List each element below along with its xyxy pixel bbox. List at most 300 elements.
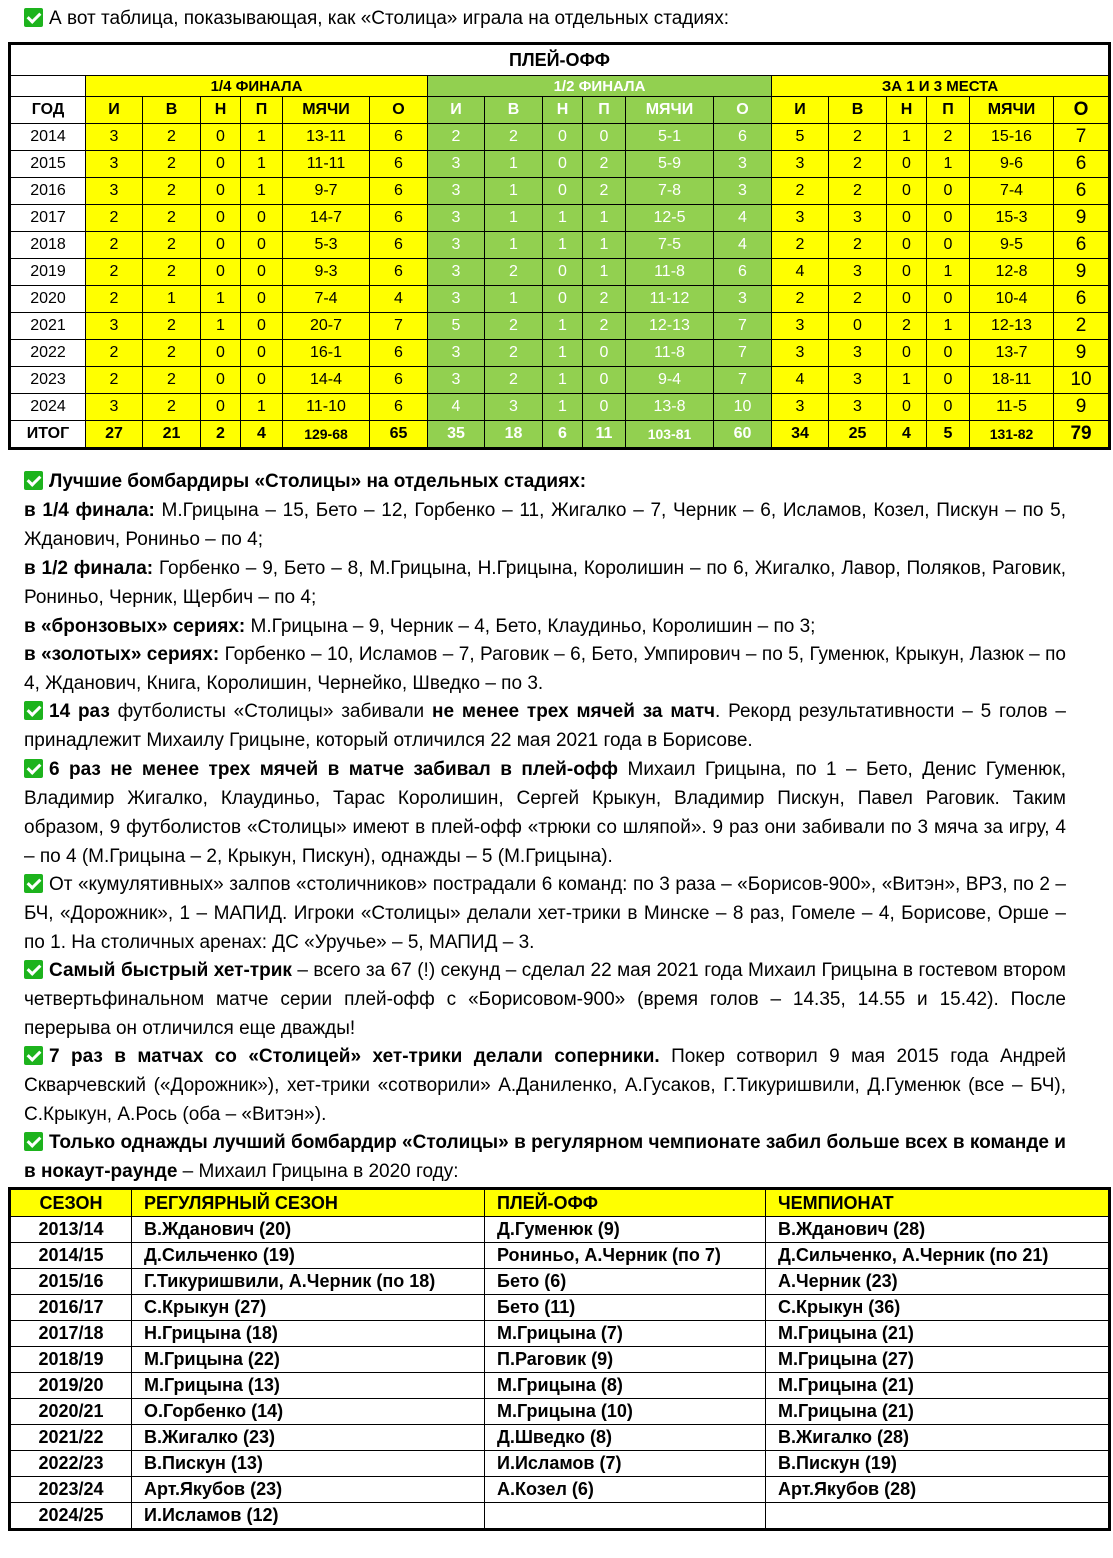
- playoff-cell: 2: [143, 205, 201, 232]
- playoff-cell: 3: [714, 286, 772, 313]
- playoff-cell: 2: [583, 151, 626, 178]
- para7-bold-1: Только однажды лучший бомбардир «Столицы» в регулярном чемпионате забил больше всех в команде и в нокаут-раунде: [24, 1132, 1066, 1182]
- season-cell: 2015/16: [10, 1269, 132, 1295]
- playoff-cell: 9: [1054, 205, 1110, 232]
- scorer-cell: О.Горбенко (14): [132, 1399, 485, 1425]
- playoff-cell: 1: [543, 232, 583, 259]
- playoff-cell: 0: [829, 313, 887, 340]
- playoff-cell: 3: [829, 367, 887, 394]
- playoff-cell: 5: [772, 124, 829, 151]
- playoff-cell: 3: [829, 340, 887, 367]
- playoff-column-header: Н: [887, 97, 927, 124]
- playoff-cell: 7: [714, 340, 772, 367]
- scorer-cell: И.Исламов (7): [485, 1451, 766, 1477]
- scorer-cell: М.Грицына (22): [132, 1347, 485, 1373]
- playoff-cell: 10-4: [970, 286, 1054, 313]
- playoff-cell: 1: [241, 124, 283, 151]
- playoff-cell: 3: [428, 151, 485, 178]
- playoff-total-cell: 60: [714, 421, 772, 449]
- scorer-cell: Д.Сильченко, А.Черник (по 21): [766, 1243, 1110, 1269]
- playoff-cell: 3: [428, 232, 485, 259]
- para3-bold-1: 6 раз не менее трех мячей в матче забивал в плей-офф: [49, 759, 619, 780]
- playoff-total-row: [10, 421, 1110, 449]
- scorer-cell: В.Жданович (20): [132, 1217, 485, 1243]
- playoff-cell: 12-13: [626, 313, 714, 340]
- playoff-cell: 1: [887, 367, 927, 394]
- playoff-cell: 2: [143, 259, 201, 286]
- playoff-cell: 7: [370, 313, 428, 340]
- season-cell: 2022/23: [10, 1451, 132, 1477]
- playoff-row: [10, 178, 1110, 205]
- season-cell: 2024/25: [10, 1503, 132, 1530]
- playoff-cell: 0: [887, 259, 927, 286]
- playoff-year-cell: 2022: [10, 340, 86, 367]
- scorer-cell: В.Пискун (19): [766, 1451, 1110, 1477]
- scorers-column-header: РЕГУЛЯРНЫЙ СЕЗОН: [132, 1189, 485, 1217]
- scorer-cell: П.Раговик (9): [485, 1347, 766, 1373]
- playoff-year-cell: 2024: [10, 394, 86, 421]
- scorer-cell: Бето (11): [485, 1295, 766, 1321]
- playoff-cell: 0: [927, 232, 970, 259]
- playoff-cell: 3: [772, 151, 829, 178]
- gold-label: в «золотых» сериях:: [24, 644, 220, 666]
- playoff-cell: 3: [714, 151, 772, 178]
- playoff-cell: 1: [241, 394, 283, 421]
- playoff-cell: 0: [241, 205, 283, 232]
- intro-line: [24, 6, 729, 32]
- playoff-total-cell: 4: [241, 421, 283, 449]
- playoff-cell: 2: [583, 178, 626, 205]
- playoff-cell: 2: [485, 124, 543, 151]
- playoff-cell: 13-8: [626, 394, 714, 421]
- playoff-cell: 6: [714, 124, 772, 151]
- season-cell: 2016/17: [10, 1295, 132, 1321]
- playoff-cell: 9: [1054, 394, 1110, 421]
- scorer-cell: М.Грицына (10): [485, 1399, 766, 1425]
- playoff-column-header: Н: [543, 97, 583, 124]
- playoff-cell: 1: [543, 394, 583, 421]
- para-top-scorer: [24, 1129, 1066, 1187]
- playoff-cell: 10: [1054, 367, 1110, 394]
- playoff-cell: 0: [583, 124, 626, 151]
- playoff-year-cell: 2023: [10, 367, 86, 394]
- scorer-cell: М.Грицына (21): [766, 1373, 1110, 1399]
- scorers-row: [10, 1321, 1110, 1347]
- playoff-year-cell: 2016: [10, 178, 86, 205]
- scorer-cell: [766, 1503, 1110, 1530]
- playoff-total-cell: 5: [927, 421, 970, 449]
- scorers-column-header: ЧЕМПИОНАТ: [766, 1189, 1110, 1217]
- playoff-total-cell: 2: [201, 421, 241, 449]
- para2-text-2: . Рекорд результативности – 5 голов – принадлежит Михаилу Грицыне, который отличился 22 мая 2021 года в Борисове.: [24, 701, 1066, 751]
- playoff-cell: 6: [370, 340, 428, 367]
- playoff-cell: 4: [714, 232, 772, 259]
- season-cell: 2018/19: [10, 1347, 132, 1373]
- playoff-row: [10, 313, 1110, 340]
- semifinal-scorers: Горбенко – 9, Бето – 8, М.Грицына, Н.Грицына, Королишин – по 6, Жигалко, Лавор, Поляков, Раговик, Рониньо, Черник, Щербич – по 4;: [24, 557, 1066, 608]
- playoff-cell: 7: [1054, 124, 1110, 151]
- para-opponents: [24, 1043, 1066, 1130]
- playoff-cell: 2: [143, 340, 201, 367]
- playoff-cell: 4: [428, 394, 485, 421]
- quarterfinal-scorers: М.Грицына – 15, Бето – 12, Горбенко – 11, Жигалко – 7, Черник – 6, Исламов, Козел, Пискун – по 5, Жданович, Рониньо – по 4;: [24, 499, 1066, 550]
- season-scorers-table: [8, 1187, 1111, 1531]
- bronze-label: в «бронзовых» сериях:: [24, 615, 246, 637]
- semifinal-label: в 1/2 финала:: [24, 557, 154, 579]
- scorer-cell: [485, 1503, 766, 1530]
- para2-bold-2: не менее трех мячей за матч: [431, 701, 716, 722]
- scorer-cell: В.Пискун (13): [132, 1451, 485, 1477]
- playoff-cell: 2: [86, 205, 143, 232]
- playoff-cell: 3: [428, 259, 485, 286]
- playoff-cell: 2: [829, 151, 887, 178]
- scorers-row: [10, 1425, 1110, 1451]
- playoff-cell: 9: [1054, 259, 1110, 286]
- playoff-total-cell: 18: [485, 421, 543, 449]
- playoff-cell: 11-10: [283, 394, 370, 421]
- playoff-cell: 0: [887, 178, 927, 205]
- playoff-cell: 7-8: [626, 178, 714, 205]
- scorer-cell: С.Крыкун (36): [766, 1295, 1110, 1321]
- playoff-cell: 3: [86, 178, 143, 205]
- playoff-cell: 3: [86, 151, 143, 178]
- scorers-column-header: СЕЗОН: [10, 1189, 132, 1217]
- playoff-cell: 6: [1054, 232, 1110, 259]
- playoff-cell: 6: [370, 367, 428, 394]
- playoff-cell: 3: [772, 313, 829, 340]
- playoff-cell: 0: [201, 340, 241, 367]
- playoff-cell: 2: [485, 259, 543, 286]
- playoff-cell: 2: [485, 340, 543, 367]
- playoff-table: [8, 42, 1111, 450]
- playoff-cell: 2: [143, 178, 201, 205]
- check-icon: [24, 759, 43, 778]
- playoff-cell: 1: [485, 205, 543, 232]
- playoff-column-header: В: [143, 97, 201, 124]
- playoff-cell: 6: [1054, 286, 1110, 313]
- playoff-cell: 15-16: [970, 124, 1054, 151]
- playoff-cell: 0: [927, 286, 970, 313]
- playoff-cell: 9-7: [283, 178, 370, 205]
- playoff-cell: 2: [583, 286, 626, 313]
- playoff-cell: 9-3: [283, 259, 370, 286]
- playoff-cell: 0: [201, 232, 241, 259]
- playoff-cell: 0: [887, 151, 927, 178]
- playoff-cell: 1: [583, 232, 626, 259]
- playoff-cell: 14-4: [283, 367, 370, 394]
- scorer-cell: Рониньо, А.Черник (по 7): [485, 1243, 766, 1269]
- para3-text-1: Михаил Грицына, по 1 – Бето, Денис Гуменюк, Владимир Жигалко, Клаудиньо, Тарас Королишин, Сергей Крыкун, Владимир Пискун, Павел Раговик. Таким образом, 9 футболистов «Столицы» имеют в плей-офф «трюки со шляпой». 9 раз они забивали по 3 мяча за игру, 4 – по 4 (М.Грицына – 2, Крыкун, Пискун), однажды – 5 (М.Грицына).: [24, 759, 1067, 867]
- para7-text-1: – Михаил Грицына в 2020 году:: [177, 1160, 459, 1182]
- playoff-cell: 5-9: [626, 151, 714, 178]
- playoff-column-header: В: [829, 97, 887, 124]
- playoff-cell: 0: [201, 394, 241, 421]
- para4-text-1: От «кумулятивных» залпов «столичников» пострадали 6 команд: по 3 раза – «Борисов-900», «Витэн», ВРЗ, по 2 – БЧ, «Дорожник», 1 – МАПИД. Игроки «Столицы» делали хет-трики в Минске – 8 раз, Гомеле – 4, Борисове, Орше – по 1. На столичных аренах: ДС «Уручье» – 5, МАПИД – 3.: [24, 874, 1066, 953]
- playoff-cell: 0: [201, 151, 241, 178]
- playoff-cell: 20-7: [283, 313, 370, 340]
- playoff-row: [10, 259, 1110, 286]
- para-hat-tricks: [24, 756, 1066, 872]
- playoff-cell: 2: [887, 313, 927, 340]
- playoff-cell: 11-8: [626, 340, 714, 367]
- playoff-cell: 12-5: [626, 205, 714, 232]
- scorers-row: [10, 1477, 1110, 1503]
- para2-bold-1: 14 раз: [49, 701, 110, 722]
- gold-scorers: Горбенко – 10, Исламов – 7, Раговик – 6, Бето, Умпирович – по 5, Гуменюк, Крыкун, Лазюк – по 4, Жданович, Книга, Королишин, Чернейко, Шведко – по 3.: [24, 644, 1066, 695]
- playoff-column-header: И: [428, 97, 485, 124]
- playoff-column-header: О: [1054, 97, 1110, 124]
- playoff-total-cell: 65: [370, 421, 428, 449]
- playoff-cell: 18-11: [970, 367, 1054, 394]
- playoff-cell: 0: [241, 340, 283, 367]
- scorer-cell: А.Черник (23): [766, 1269, 1110, 1295]
- playoff-row: [10, 340, 1110, 367]
- playoff-cell: 6: [370, 205, 428, 232]
- playoff-total-cell: 27: [86, 421, 143, 449]
- playoff-cell: 1: [543, 367, 583, 394]
- playoff-total-cell: 4: [887, 421, 927, 449]
- scorer-cell: Бето (6): [485, 1269, 766, 1295]
- playoff-cell: 10: [714, 394, 772, 421]
- playoff-column-header: П: [583, 97, 626, 124]
- playoff-row: [10, 232, 1110, 259]
- playoff-cell: 0: [583, 394, 626, 421]
- playoff-column-header: МЯЧИ: [626, 97, 714, 124]
- playoff-cell: 7-4: [283, 286, 370, 313]
- playoff-cell: 1: [927, 259, 970, 286]
- playoff-cell: 0: [543, 286, 583, 313]
- playoff-row: [10, 286, 1110, 313]
- playoff-cell: 0: [201, 205, 241, 232]
- playoff-cell: 3: [829, 205, 887, 232]
- scorer-cell: М.Грицына (27): [766, 1347, 1110, 1373]
- scorer-cell: А.Козел (6): [485, 1477, 766, 1503]
- playoff-total-cell: 21: [143, 421, 201, 449]
- playoff-cell: 2: [772, 178, 829, 205]
- playoff-total-cell: 79: [1054, 421, 1110, 449]
- playoff-cell: 0: [927, 205, 970, 232]
- playoff-cell: 7-5: [626, 232, 714, 259]
- stage-quarterfinal: 1/4 ФИНАЛА: [86, 76, 428, 97]
- playoff-total-cell: 34: [772, 421, 829, 449]
- playoff-column-header: И: [86, 97, 143, 124]
- playoff-cell: 9-6: [970, 151, 1054, 178]
- playoff-cell: 0: [543, 124, 583, 151]
- playoff-cell: 2: [143, 394, 201, 421]
- scorer-cell: В.Жигалко (23): [132, 1425, 485, 1451]
- playoff-cell: 9-4: [626, 367, 714, 394]
- playoff-cell: 3: [428, 205, 485, 232]
- scorer-cell: М.Грицына (7): [485, 1321, 766, 1347]
- playoff-cell: 6: [370, 124, 428, 151]
- playoff-cell: 0: [201, 178, 241, 205]
- playoff-cell: 2: [143, 151, 201, 178]
- playoff-cell: 0: [543, 151, 583, 178]
- playoff-cell: 2: [143, 313, 201, 340]
- playoff-cell: 13-11: [283, 124, 370, 151]
- playoff-cell: 5-3: [283, 232, 370, 259]
- scorer-cell: Г.Тикуришвили, А.Черник (по 18): [132, 1269, 485, 1295]
- playoff-cell: 2: [143, 124, 201, 151]
- playoff-cell: 2: [86, 286, 143, 313]
- check-icon: [24, 1132, 43, 1151]
- playoff-cell: 0: [241, 259, 283, 286]
- scorer-cell: Д.Сильченко (19): [132, 1243, 485, 1269]
- playoff-cell: 3: [428, 367, 485, 394]
- playoff-cell: 3: [772, 340, 829, 367]
- check-icon: [24, 1046, 43, 1065]
- playoff-cell: 2: [143, 367, 201, 394]
- playoff-cell: 6: [370, 232, 428, 259]
- playoff-row: [10, 124, 1110, 151]
- scorer-cell: Арт.Якубов (28): [766, 1477, 1110, 1503]
- playoff-cell: 3: [772, 394, 829, 421]
- playoff-cell: 2: [143, 232, 201, 259]
- playoff-cell: 1: [583, 259, 626, 286]
- playoff-cell: 2: [428, 124, 485, 151]
- para-three-goals: [24, 698, 1066, 756]
- para6-text-1: Покер сотворил 9 мая 2015 года Андрей Скварчевский («Дорожник»), хет-трики «сотворили» А.Даниленко, А.Гусаков, Г.Тикуришвили, Д.Гуменюк (все – БЧ), С.Крыкун, А.Рось (оба – «Витэн»).: [24, 1046, 1066, 1125]
- playoff-cell: 12-8: [970, 259, 1054, 286]
- playoff-cell: 1: [485, 178, 543, 205]
- playoff-cell: 1: [543, 205, 583, 232]
- playoff-cell: 1: [927, 151, 970, 178]
- playoff-total-cell: 35: [428, 421, 485, 449]
- playoff-cell: 14-7: [283, 205, 370, 232]
- playoff-column-header: П: [241, 97, 283, 124]
- playoff-cell: 3: [86, 394, 143, 421]
- playoff-cell: 3: [428, 286, 485, 313]
- playoff-cell: 6: [370, 178, 428, 205]
- playoff-cell: 9-5: [970, 232, 1054, 259]
- playoff-total-cell: 11: [583, 421, 626, 449]
- playoff-year-cell: 2014: [10, 124, 86, 151]
- playoff-cell: 3: [714, 178, 772, 205]
- stage-medals: ЗА 1 И 3 МЕСТА: [772, 76, 1110, 97]
- bronze-scorers: М.Грицына – 9, Черник – 4, Бето, Клаудиньо, Королишин – по 3;: [245, 615, 816, 637]
- playoff-cell: 12-13: [970, 313, 1054, 340]
- para5-bold-1: Самый быстрый хет-трик: [49, 960, 292, 981]
- playoff-year-cell: 2021: [10, 313, 86, 340]
- season-cell: 2020/21: [10, 1399, 132, 1425]
- para-victims: [24, 871, 1066, 958]
- playoff-cell: 6: [714, 259, 772, 286]
- playoff-total-cell: 129-68: [283, 421, 370, 449]
- playoff-total-cell: 6: [543, 421, 583, 449]
- playoff-cell: 2: [86, 232, 143, 259]
- season-cell: 2023/24: [10, 1477, 132, 1503]
- playoff-cell: 2: [1054, 313, 1110, 340]
- check-icon: [24, 471, 43, 490]
- playoff-cell: 1: [143, 286, 201, 313]
- scorers-header-row: [10, 1189, 1110, 1217]
- playoff-cell: 3: [772, 205, 829, 232]
- scorer-cell: Арт.Якубов (23): [132, 1477, 485, 1503]
- playoff-cell: 1: [543, 313, 583, 340]
- playoff-cell: 3: [86, 313, 143, 340]
- playoff-cell: 0: [583, 367, 626, 394]
- playoff-cell: 2: [829, 286, 887, 313]
- playoff-cell: 2: [86, 340, 143, 367]
- scorers-row: [10, 1503, 1110, 1530]
- playoff-total-cell: 131-82: [970, 421, 1054, 449]
- playoff-cell: 6: [370, 259, 428, 286]
- playoff-year-cell: 2019: [10, 259, 86, 286]
- scorer-cell: М.Грицына (8): [485, 1373, 766, 1399]
- playoff-cell: 3: [485, 394, 543, 421]
- playoff-cell: 0: [887, 205, 927, 232]
- playoff-cell: 0: [927, 367, 970, 394]
- season-cell: 2017/18: [10, 1321, 132, 1347]
- check-icon: [24, 874, 43, 893]
- playoff-cell: 4: [370, 286, 428, 313]
- playoff-total-cell: 103-81: [626, 421, 714, 449]
- playoff-cell: 4: [772, 259, 829, 286]
- playoff-year-cell: 2017: [10, 205, 86, 232]
- scorer-cell: Д.Шведко (8): [485, 1425, 766, 1451]
- check-icon: [24, 8, 43, 27]
- playoff-cell: 1: [887, 124, 927, 151]
- playoff-total-label: ИТОГ: [10, 421, 86, 449]
- playoff-year-cell: 2015: [10, 151, 86, 178]
- playoff-cell: 3: [829, 394, 887, 421]
- playoff-row: [10, 151, 1110, 178]
- scorer-cell: В.Жданович (28): [766, 1217, 1110, 1243]
- scorer-cell: С.Крыкун (27): [132, 1295, 485, 1321]
- playoff-column-header: И: [772, 97, 829, 124]
- playoff-title: ПЛЕЙ-ОФФ: [10, 44, 1110, 76]
- playoff-cell: 1: [485, 232, 543, 259]
- playoff-cell: 2: [86, 367, 143, 394]
- playoff-cell: 0: [201, 367, 241, 394]
- playoff-cell: 16-1: [283, 340, 370, 367]
- playoff-cell: 2: [485, 313, 543, 340]
- playoff-cell: 6: [370, 151, 428, 178]
- playoff-cell: 6: [1054, 151, 1110, 178]
- playoff-cell: 1: [583, 205, 626, 232]
- playoff-cell: 2: [772, 232, 829, 259]
- check-icon: [24, 701, 43, 720]
- playoff-cell: 0: [241, 313, 283, 340]
- playoff-cell: 11-12: [626, 286, 714, 313]
- playoff-cell: 1: [241, 178, 283, 205]
- playoff-cell: 9: [1054, 340, 1110, 367]
- playoff-cell: 0: [543, 259, 583, 286]
- playoff-cell: 7: [714, 313, 772, 340]
- playoff-cell: 0: [887, 340, 927, 367]
- playoff-cell: 0: [241, 286, 283, 313]
- scorer-cell: И.Исламов (12): [132, 1503, 485, 1530]
- playoff-cell: 7-4: [970, 178, 1054, 205]
- playoff-cell: 2: [485, 367, 543, 394]
- playoff-cell: 2: [829, 232, 887, 259]
- playoff-cell: 3: [428, 340, 485, 367]
- season-cell: 2019/20: [10, 1373, 132, 1399]
- playoff-cell: 3: [86, 124, 143, 151]
- scorers-row: [10, 1373, 1110, 1399]
- playoff-row: [10, 394, 1110, 421]
- para6-bold-1: 7 раз в матчах со «Столицей» хет-трики делали соперники.: [49, 1046, 660, 1067]
- playoff-year-cell: 2018: [10, 232, 86, 259]
- playoff-cell: 3: [829, 259, 887, 286]
- playoff-cell: 2: [772, 286, 829, 313]
- playoff-column-header: О: [370, 97, 428, 124]
- scorer-cell: М.Грицына (13): [132, 1373, 485, 1399]
- playoff-cell: 0: [543, 178, 583, 205]
- playoff-column-header: Н: [201, 97, 241, 124]
- playoff-cell: 6: [1054, 178, 1110, 205]
- scorers-column-header: ПЛЕЙ-ОФФ: [485, 1189, 766, 1217]
